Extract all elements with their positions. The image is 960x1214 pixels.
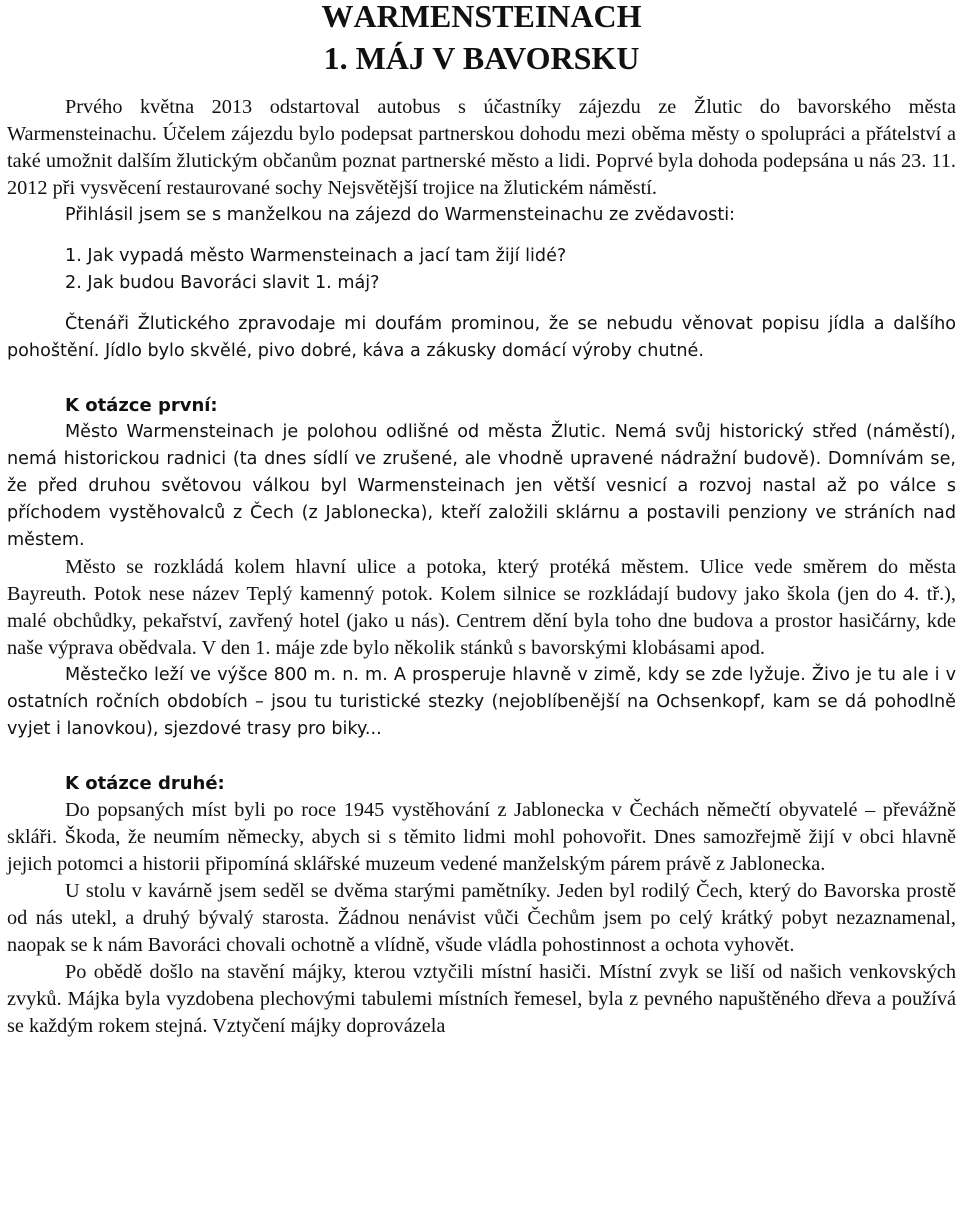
section2-heading: K otázce druhé: — [65, 773, 225, 794]
document-title — [7, 0, 956, 36]
subtitle-b: B — [462, 40, 485, 76]
question-item: 2. Jak budou Bavoráci slavit 1. máj? — [65, 273, 380, 293]
title-rest: ARMENSTEINACH — [353, 0, 642, 34]
question-item: 1. Jak vypadá město Warmensteinach a jací tam žijí lidé? — [65, 246, 567, 266]
intro-paragraph: Prvého května 2013 odstartoval autobus s účastníky zájezdu ze Žlutic do bavorského města Warmensteinachu. Účelem zájezdu bylo podepsat partnerskou dohodu mezi oběma městy o spolupráci a přátelství a také umožnit dalším žlutickým občanům poznat partnerské město a lidi. Poprvé byla dohoda podepsána u nás 23. 11. 2012 při vysvěcení restaurované sochy Nejsvětější trojice na žlutickém náměstí. — [7, 96, 956, 199]
subtitle-prefix: 1. — [323, 40, 356, 76]
question-list — [7, 243, 956, 297]
section1-paragraph: Město se rozkládá kolem hlavní ulice a potoka, který protéká městem. Ulice vede směrem do města Bayreuth. Potok nese název Teplý kamenný potok. Kolem silnice se rozkládají budovy jako škola (jen do 4. tř.), malé obchůdky, pekařství, zavřený hotel (jako u nás). Centrem dění byla toho dne budova a prostor hasičárny, kde naše výprava obědvala. V den 1. máje zde bylo několik stánků s bavorskými klobásami apod. — [7, 556, 956, 659]
section1-heading: K otázce první: — [65, 395, 218, 416]
intro-question-lead: Přihlásil jsem se s manželkou na zájezd do Warmensteinachu ze zvědavosti: — [65, 205, 736, 225]
section2-paragraph: U stolu v kavárně jsem seděl se dvěma starými pamětníky. Jeden byl rodilý Čech, který do Bavorska prostě od nás utekl, a druhý bývalý starosta. Žádnou nenávist vůči Čechům jsem po celý krátký pobyt nezaznamenal, naopak se k nám Bavoráci chovali ochotně a vlídně, všude vládla pohostinnost a ochota vyhovět. — [7, 880, 956, 956]
subtitle-rest: AVORSKU — [484, 40, 640, 76]
readers-note: Čtenáři Žlutického zpravodaje mi doufám prominou, že se nebudu věnovat popisu jídla a dalšího pohoštění. Jídlo bylo skvělé, pivo dobré, káva a zákusky domácí výroby chutné. — [7, 314, 956, 361]
section1-paragraph: Městečko leží ve výšce 800 m. n. m. A prosperuje hlavně v zimě, kdy se zde lyžuje. Živo je tu ale i v ostatních ročních obdobích – jsou tu turistické stezky (nejoblíbenější na Ochsenkopf, kam se dá pohodlně vyjet i lanovkou), sjezdové trasy pro biky... — [7, 665, 956, 739]
subtitle-mid: MÁJ V — [355, 40, 463, 76]
section2-paragraph: Do popsaných míst byli po roce 1945 vystěhování z Jablonecka v Čechách němečtí obyvatelé – převážně skláři. Škoda, že neumím německy, abych si s těmito lidmi mohl pohovořit. Dnes samozřejmě žijí v obci hlavně jejich potomci a historii připomíná sklářské muzeum vedené manželským párem právě z Jablonecka. — [7, 799, 956, 875]
document-subtitle — [7, 38, 956, 78]
title-initial: W — [321, 0, 354, 34]
section2-paragraph: Po obědě došlo na stavění májky, kterou vztyčili místní hasiči. Místní zvyk se liší od našich venkovských zvyků. Májka byla vyzdobena plechovými tabulemi místních řemesel, byla z pevného napuštěného dřeva a používá se každým rokem stejná. Vztyčení májky doprovázela — [7, 961, 956, 1037]
section1-paragraph: Město Warmensteinach je polohou odlišné od města Žlutic. Nemá svůj historický střed (náměstí), nemá historickou radnici (ta dnes sídlí ve zrušené, ale vhodně upravené nádražní budově). Domnívám se, že před druhou světovou válkou byl Warmensteinach jen větší vesnicí a rozvoj nastal až po válce s příchodem vystěhovalců z Čech (z Jablonecka), kteří založili sklárnu a postavili penziony ve stráních nad městem. — [7, 422, 956, 550]
